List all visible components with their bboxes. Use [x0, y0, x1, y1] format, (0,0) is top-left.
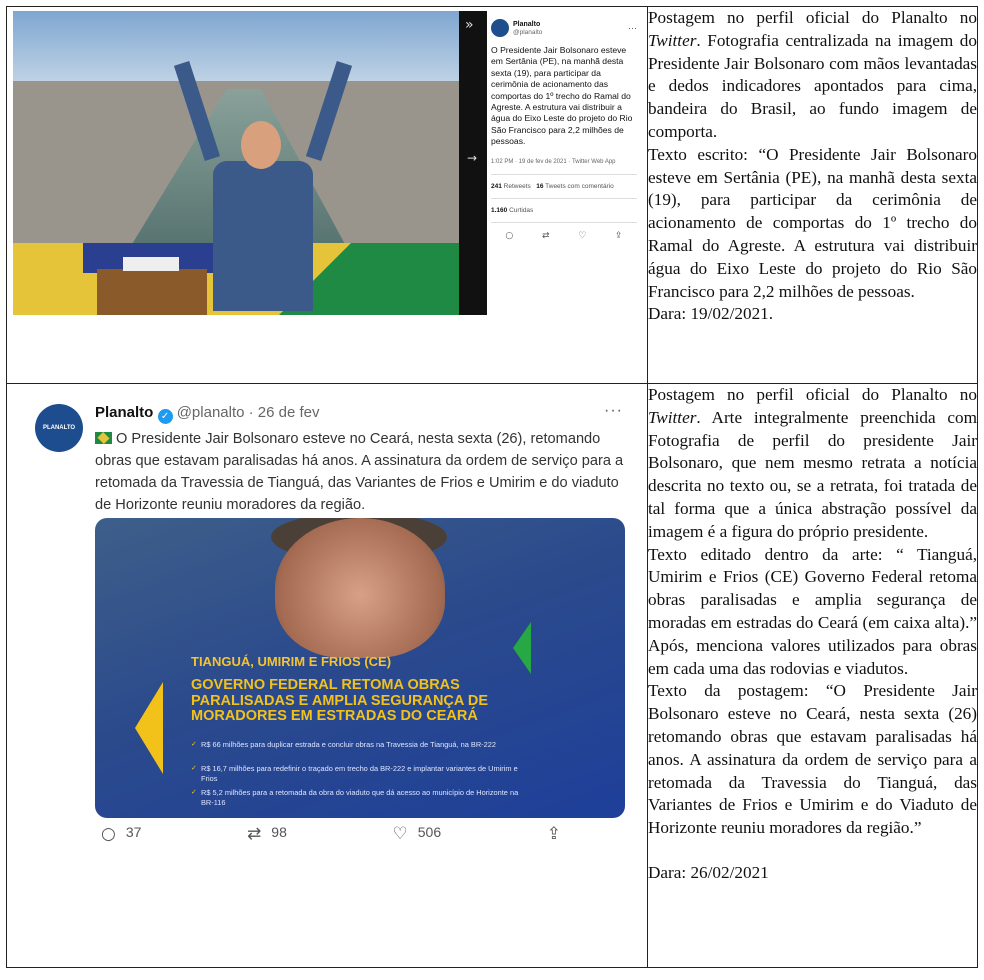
- description-paragraph: Texto escrito: “O Presidente Jair Bolsonaro esteve em Sertânia (PE), na manhã desta sexta (19), para participar da cerimônia de acionamento de comportas do 1º trecho do Ramal do Agreste. A estrutura vai distribuir água do Eixo Leste do projeto do Rio São Francisco para 2,2 milhões de pessoas.: [648, 144, 977, 301]
- tweet-screenshot-cell: [7, 7, 648, 384]
- share-icon: ⇪: [615, 230, 623, 241]
- like-icon: ♡: [392, 824, 408, 844]
- tweet-1-likes: 1.160 Curtidas: [491, 206, 534, 214]
- tweet-1: [13, 11, 643, 315]
- tweet-1-stats: 241 Retweets 16 Tweets com comentário: [491, 182, 614, 190]
- retweet-icon: ⇄: [247, 824, 262, 844]
- avatar: PLANALTO: [35, 404, 83, 452]
- verified-icon: ✓: [158, 409, 173, 424]
- green-shape: [513, 622, 531, 674]
- art-location: TIANGUÁ, UMIRIM E FRIOS (CE): [191, 654, 392, 669]
- description-paragraph: Texto da postagem: “O Presidente Jair Bolsonaro esteve no Ceará, nesta sexta (26) retomando obras que estavam paralisadas há anos. A assinatura da ordem de serviço para a retomada da Travessia do Tianguá, das Variantes de Frios e Umirim e do Viaduto de Horizonte reuniu moradores da região.”: [648, 681, 977, 838]
- retweet-icon: ⇄: [541, 230, 550, 241]
- tweet-2: [23, 392, 631, 847]
- description-date: Dara: 26/02/2021: [648, 862, 769, 882]
- president-figure: [203, 91, 323, 315]
- expand-chevron-icon: »: [465, 17, 474, 33]
- tweet-1-photo: [13, 11, 459, 315]
- table-row: [7, 7, 978, 384]
- more-icon: ···: [628, 23, 637, 33]
- yellow-shape: [135, 682, 163, 774]
- document-table: [6, 6, 978, 968]
- description-paragraph: Postagem no perfil oficial do Planalto no Twitter. Fotografia centralizada na imagem do Presidente Jair Bolsonaro com mãos levantadas e dedos indicadores apontados para cima, bandeira do Brasil, ao fundo imagem de comporta.: [648, 8, 977, 141]
- tweet-1-name: Planalto: [513, 20, 541, 28]
- tweet-1-sidebar: [487, 11, 643, 315]
- tweet-2-text: O Presidente Jair Bolsonaro esteve no Ceará, nesta sexta (26), retomando obras que estavam paralisadas há anos. A assinatura da ordem de serviço para a retomada da Travessia de Tianguá, das Variantes de Frios e Umirim e do viaduto de Horizonte reuniu moradores da região.: [95, 431, 624, 513]
- avatar: [491, 19, 509, 37]
- reply-icon: ○: [101, 824, 116, 844]
- president-portrait: [275, 518, 445, 658]
- tweet-1-text: O Presidente Jair Bolsonaro esteve em Sertânia (PE), na manhã desta sexta (19), para participar da cerimônia de acionamento das comportas do 1º trecho do Ramal do Agreste. A estrutura vai distribuir a água do Eixo Leste do projeto do Rio São Francisco para 2,2 milhões de pessoas.: [491, 45, 633, 147]
- tweet-screenshot-cell: [7, 384, 648, 968]
- like-icon: ♡: [578, 230, 587, 241]
- like-action: ♡ 506: [392, 824, 442, 844]
- art-item: ✓ R$ 16,7 milhões para redefinir o traçado em trecho da BR-222 e implantar variantes de Umirim e Frios: [191, 764, 531, 783]
- more-icon: ···: [604, 402, 623, 419]
- tweet-1-actions: [491, 231, 637, 241]
- art-headline: GOVERNO FEDERAL RETOMA OBRAS PARALISADAS E AMPLIA SEGURANÇA DE MORADORES EM ESTRADAS DO CEARÁ: [191, 677, 488, 724]
- tweet-2-header: [95, 404, 320, 424]
- viewer-divider: [459, 11, 487, 315]
- tweet-2-name: Planalto: [95, 404, 154, 421]
- art-item: ✓ R$ 5,2 milhões para a retomada da obra do viaduto que dá acesso ao município de Horizonte na BR-116: [191, 788, 531, 807]
- tweet-1-meta: 1:02 PM · 19 de fev de 2021 · Twitter Web App: [491, 158, 616, 165]
- retweet-action: ⇄ 98: [247, 824, 287, 844]
- reply-action: ○ 37: [101, 824, 142, 844]
- description-cell-1: [648, 7, 978, 384]
- tweet-2-actions: [101, 824, 571, 844]
- description-cell-2: [648, 384, 978, 968]
- tweet-2-art: [95, 518, 625, 818]
- brazil-flag-icon: [95, 432, 112, 444]
- reply-icon: ○: [505, 230, 514, 241]
- tweet-1-handle: @planalto: [513, 28, 543, 36]
- arrow-right-icon: →: [467, 151, 478, 165]
- share-icon: ⇪: [546, 824, 561, 844]
- description-date: Dara: 19/02/2021.: [648, 304, 774, 324]
- art-item: ✓ R$ 66 milhões para duplicar estrada e concluir obras na Travessia de Tianguá, na BR-222: [191, 740, 531, 750]
- description-paragraph: Postagem no perfil oficial do Planalto no Twitter. Arte integralmente preenchida com Fotografia de perfil do presidente Jair Bolsonaro, que nem mesmo retrata a notícia descrita no texto ou, se a retrata, foi tratada de tal forma que a única abstração possível da imagem é a figura do próprio presidente.: [648, 385, 977, 541]
- share-action: [547, 824, 571, 844]
- tweet-2-handle: @planalto · 26 de fev: [176, 404, 320, 421]
- table-row: [7, 384, 978, 968]
- description-paragraph: Texto editado dentro da arte: “ Tianguá, Umirim e Frios (CE) Governo Federal retoma obras paralisadas e amplia segurança de moradas em estradas do Ceará (em caixa alta).” Após, menciona valores utilizados para obras em cada uma das rodovias e viadutos.: [648, 544, 977, 678]
